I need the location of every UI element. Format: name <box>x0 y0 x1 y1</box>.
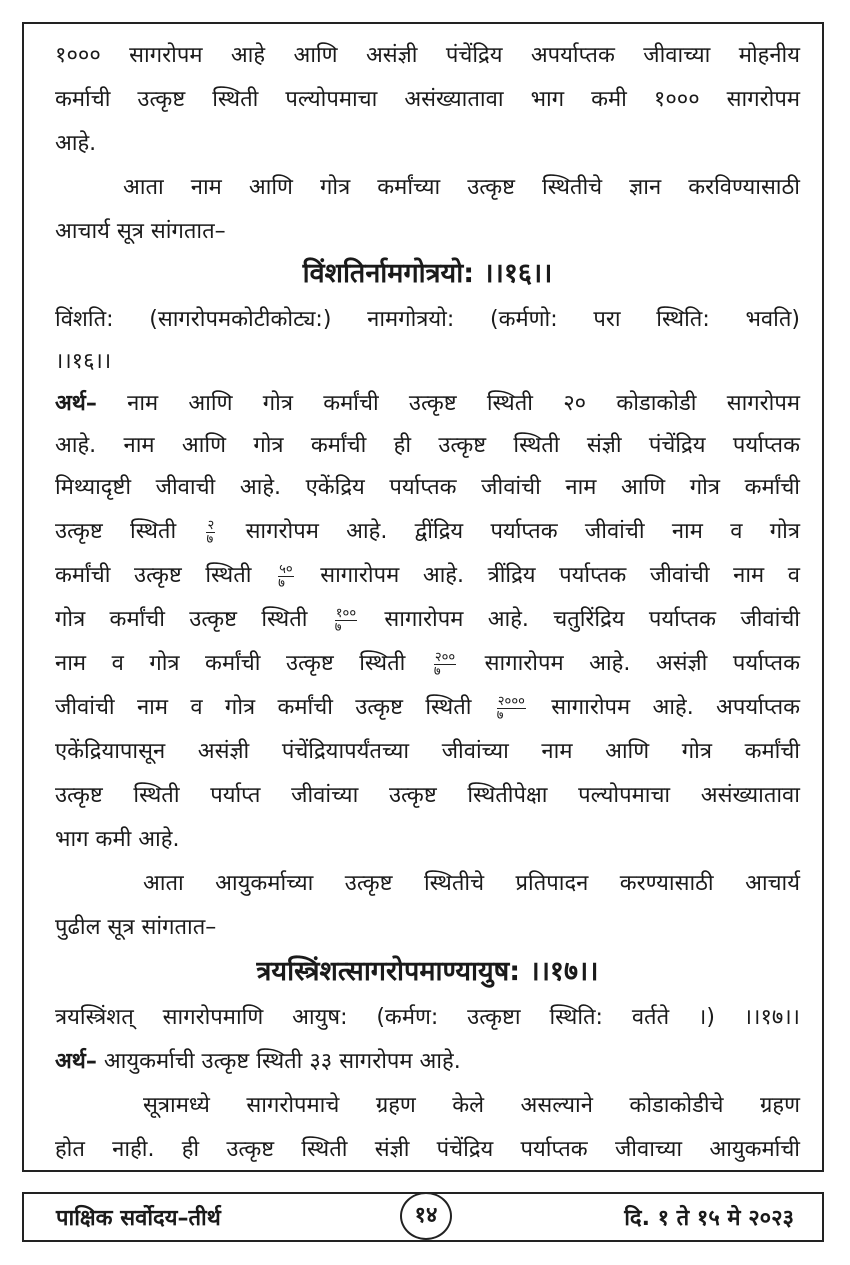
text-span: उत्कृष्ट स्थिती <box>55 519 177 544</box>
text-line: होत नाही. ही उत्कृष्ट स्थिती संज्ञी पंचेंद्रिय पर्याप्तक जीवाच्या आयुकर्माची <box>55 1137 800 1162</box>
text-span: सागारोपम आहे. चतुरिंद्रिय पर्याप्तक जीवांची <box>384 607 800 632</box>
text-line-with-fraction <box>55 556 800 596</box>
text-line: उत्कृष्ट स्थिती पर्याप्त जीवांच्या उत्कृष्ट स्थितीपेक्षा पल्योपमाचा असंख्यातावा <box>55 783 800 808</box>
fraction <box>278 563 294 590</box>
fraction <box>434 651 456 678</box>
text-line: आहे. नाम आणि गोत्र कर्मांची ही उत्कृष्ट स्थिती संज्ञी पंचेंद्रिय पर्याप्तक <box>55 433 800 458</box>
fraction <box>335 607 357 634</box>
text-line-with-fraction <box>55 644 800 684</box>
text-span: जीवांची नाम व गोत्र कर्मांची उत्कृष्ट स्थिती <box>55 695 472 720</box>
text-line: एकेंद्रियापासून असंज्ञी पंचेंद्रियापर्यंतच्या जीवांच्या नाम आणि गोत्र कर्मांची <box>55 739 800 764</box>
fraction-denominator: ७ <box>278 575 285 591</box>
text-line: आचार्य सूत्र सांगतात– <box>55 219 226 244</box>
sutra-heading: त्रयस्त्रिंशत्सागरोपमाण्यायुष: ।।१७।। <box>256 956 599 987</box>
text-span: सागरोपम आहे. द्वींद्रिय पर्याप्तक जीवांची नाम व गोत्र <box>245 519 800 544</box>
text-line: सूत्रामध्ये सागरोपमाचे ग्रहण केले असल्याने कोडाकोडीचे ग्रहण <box>143 1093 800 1118</box>
text-span: नाम आणि गोत्र कर्मांची उत्कृष्ट स्थिती २० कोडाकोडी सागरोपम <box>127 391 801 416</box>
page-number-badge: १४ <box>400 1192 452 1240</box>
text-line: आता आयुकर्माच्या उत्कृष्ट स्थितीचे प्रतिपादन करण्यासाठी आचार्य <box>143 871 800 896</box>
fraction-numerator: २०० <box>434 649 456 665</box>
fraction-denominator: ७ <box>496 707 504 723</box>
fraction-denominator: ७ <box>206 531 214 547</box>
text-span: सागारोपम आहे. त्रींद्रिय पर्याप्तक जीवांची नाम व <box>320 563 801 588</box>
text-line: आता नाम आणि गोत्र कर्मांच्या उत्कृष्ट स्थितीचे ज्ञान करविण्यासाठी <box>123 175 800 200</box>
fraction-numerator: ५० <box>279 561 293 577</box>
text-line: कर्माची उत्कृष्ट स्थिती पल्योपमाचा असंख्यातावा भाग कमी १००० सागरोपम <box>55 87 800 112</box>
text-span: नाम व गोत्र कर्मांची उत्कृष्ट स्थिती <box>55 651 406 676</box>
fraction <box>206 519 215 546</box>
text-line-with-fraction <box>55 512 800 552</box>
text-span: सागारोपम आहे. अपर्याप्तक <box>551 695 801 720</box>
text-span: सागारोपम आहे. असंज्ञी पर्याप्तक <box>484 651 800 676</box>
page-footer <box>22 1192 824 1242</box>
fraction-numerator: २ <box>207 517 215 533</box>
fraction-denominator: ७ <box>334 619 342 635</box>
text-line: त्रयस्त्रिंशत् सागरोपमाणि आयुष: (कर्मण: उत्कृष्टा स्थिति: वर्तते ।) ।।१७।। <box>55 1005 800 1030</box>
text-span: कर्मांची उत्कृष्ट स्थिती <box>55 563 252 588</box>
text-line: मिथ्यादृष्टी जीवाची आहे. एकेंद्रिय पर्याप्तक जीवांची नाम आणि गोत्र कर्मांची <box>55 475 800 500</box>
text-line: आहे. <box>55 131 97 156</box>
text-span: आयुकर्माची उत्कृष्ट स्थिती ३३ सागरोपम आहे. <box>103 1049 461 1074</box>
text-line: पुढील सूत्र सांगतात– <box>55 915 217 940</box>
fraction <box>497 695 526 722</box>
magazine-name: पाक्षिक सर्वोदय–तीर्थ <box>56 1206 221 1231</box>
meaning-label: अर्थ– <box>55 391 97 416</box>
fraction-numerator: १०० <box>335 605 357 621</box>
meaning-line <box>55 1042 800 1082</box>
fraction-denominator: ७ <box>433 663 441 679</box>
sutra-heading: विंशतिर्नामगोत्रयो: ।।१६।। <box>302 258 553 289</box>
text-line: भाग कमी आहे. <box>55 827 180 852</box>
text-line: विंशति: (सागरोपमकोटीकोट्य:) नामगोत्रयो: (कर्मणो: परा स्थिति: भवति) <box>55 307 800 332</box>
meaning-label: अर्थ– <box>55 1049 97 1074</box>
fraction-numerator: २००० <box>497 693 525 709</box>
text-line: ।।१६।। <box>55 349 112 374</box>
text-line-with-fraction <box>55 600 800 640</box>
meaning-line <box>55 384 800 424</box>
text-line-with-fraction <box>55 688 800 728</box>
text-span: गोत्र कर्मांची उत्कृष्ट स्थिती <box>55 607 308 632</box>
issue-date: दि. १ ते १५ मे २०२३ <box>624 1206 794 1231</box>
text-line: १००० सागरोपम आहे आणि असंज्ञी पंचेंद्रिय अपर्याप्तक जीवाच्या मोहनीय <box>55 43 800 68</box>
